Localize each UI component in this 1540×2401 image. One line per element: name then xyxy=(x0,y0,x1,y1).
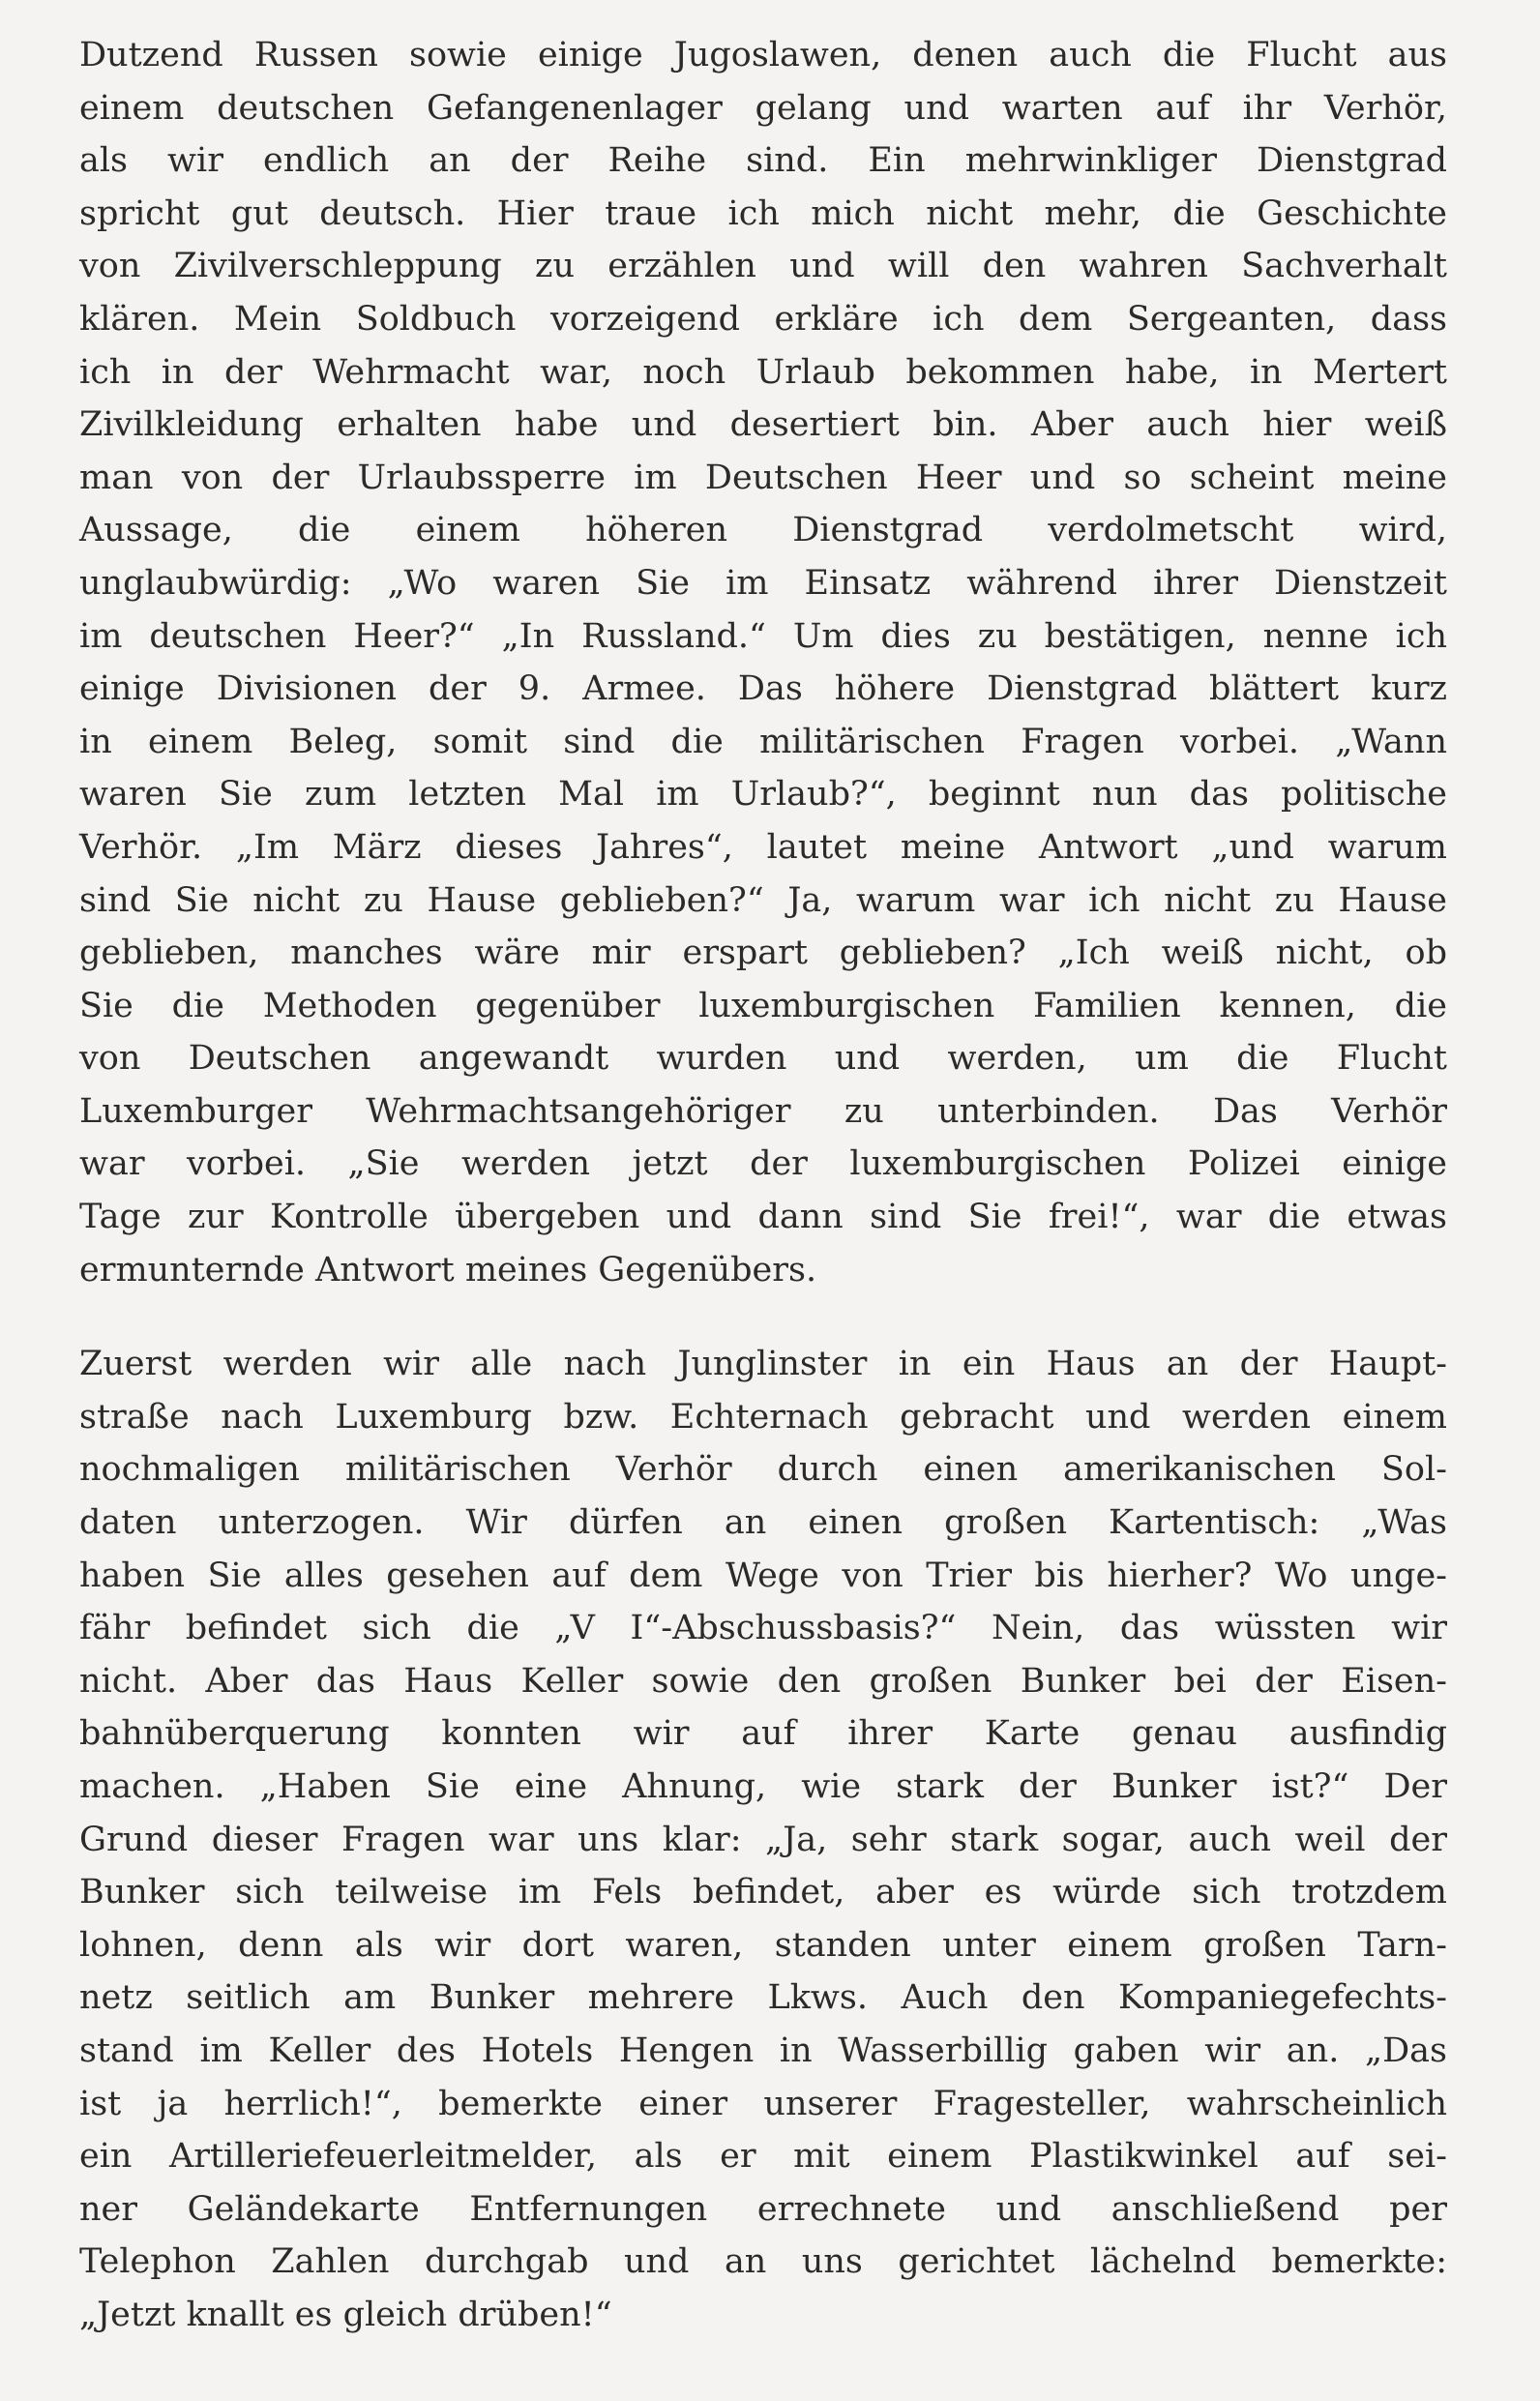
text-line: Sie die Methoden gegenüber luxemburgischen Familien kennen, die xyxy=(79,986,1447,1025)
text-line: ein Artilleriefeuerleitmelder, als er mit einem Plastikwinkel auf sei- xyxy=(79,2137,1447,2177)
text-line: Dutzend Russen sowie einige Jugoslawen, denen auch die Flucht aus xyxy=(79,36,1447,74)
book-page xyxy=(79,29,1447,2342)
text-line: in einem Beleg, somit sind die militärischen Fragen vorbei. „Wann xyxy=(79,722,1447,761)
text-line: nochmaligen militärischen Verhör durch einen amerikanischen Sol- xyxy=(79,1450,1447,1490)
text-line: von Zivilverschleppung zu erzählen und will den wahren Sachverhalt xyxy=(79,247,1447,286)
text-line: Telephon Zahlen durchgab und an uns gerichtet lächelnd bemerkte: xyxy=(79,2242,1447,2282)
text-line: „Jetzt knallt es gleich drüben!“ xyxy=(79,2295,612,2334)
text-line: ermunternde Antwort meines Gegenübers. xyxy=(79,1250,817,1289)
text-line: im deutschen Heer?“ „In Russland.“ Um dies zu bestätigen, nenne ich xyxy=(79,616,1447,656)
text-line: machen. „Haben Sie eine Ahnung, wie stark der Bunker ist?“ Der xyxy=(79,1767,1447,1806)
text-line: unglaubwürdig: „Wo waren Sie im Einsatz während ihrer Dienstzeit xyxy=(79,563,1447,603)
text-line: stand im Keller des Hotels Hengen in Wasserbillig gaben wir an. „Das xyxy=(79,2030,1447,2070)
text-line: ist ja herrlich!“, bemerkte einer unserer Fragesteller, wahrscheinlich xyxy=(79,2084,1447,2123)
text-line: bahnüberquerung konnten wir auf ihrer Karte genau ausfindig xyxy=(79,1714,1447,1754)
text-line: Verhör. „Im März dieses Jahres“, lautet meine Antwort „und warum xyxy=(79,827,1447,867)
text-line: von Deutschen angewandt wurden und werden, um die Flucht xyxy=(79,1039,1447,1079)
text-line: Grund dieser Fragen war uns klar: „Ja, sehr stark sogar, auch weil der xyxy=(79,1820,1447,1859)
text-line: ner Geländekarte Entfernungen errechnete und anschließend per xyxy=(79,2189,1447,2229)
text-line: spricht gut deutsch. Hier traue ich mich nicht mehr, die Geschichte xyxy=(79,193,1447,233)
text-line: Zivilkleidung erhalten habe und desertiert bin. Aber auch hier weiß xyxy=(79,405,1447,445)
text-line: netz seitlich am Bunker mehrere Lkws. Auch den Kompaniegefechts- xyxy=(79,1978,1447,2018)
text-line: haben Sie alles gesehen auf dem Wege von Trier bis hierher? Wo unge- xyxy=(79,1556,1447,1595)
paragraph-junglinster xyxy=(79,1338,1447,2341)
text-line: sind Sie nicht zu Hause geblieben?“ Ja, warum war ich nicht zu Hause xyxy=(79,880,1447,920)
text-line: Aussage, die einem höheren Dienstgrad verdolmetscht wird, xyxy=(79,511,1447,550)
text-line: einige Divisionen der 9. Armee. Das höhere Dienstgrad blättert kurz xyxy=(79,669,1447,709)
text-line: war vorbei. „Sie werden jetzt der luxemburgischen Polizei einige xyxy=(79,1144,1447,1184)
text-line: daten unterzogen. Wir dürfen an einen großen Kartentisch: „Was xyxy=(79,1503,1447,1543)
text-line: nicht. Aber das Haus Keller sowie den großen Bunker bei der Eisen- xyxy=(79,1661,1447,1701)
text-line: ich in der Wehrmacht war, noch Urlaub bekommen habe, in Mertert xyxy=(79,352,1447,392)
text-line: einem deutschen Gefangenenlager gelang und warten auf ihr Verhör, xyxy=(79,88,1447,128)
text-line: straße nach Luxemburg bzw. Echternach gebracht und werden einem xyxy=(79,1397,1447,1437)
text-line: waren Sie zum letzten Mal im Urlaub?“, beginnt nun das politische xyxy=(79,775,1447,815)
text-line: man von der Urlaubssperre im Deutschen Heer und so scheint meine xyxy=(79,458,1447,497)
text-line: geblieben, manches wäre mir erspart geblieben? „Ich weiß nicht, ob xyxy=(79,934,1447,973)
paragraph-interrogation xyxy=(79,29,1447,1296)
text-line: Zuerst werden wir alle nach Junglinster in ein Haus an der Haupt- xyxy=(79,1345,1447,1384)
text-line: Bunker sich teilweise im Fels befindet, aber es würde sich trotzdem xyxy=(79,1873,1447,1912)
text-line: fähr befindet sich die „V I“-Abschussbasis?“ Nein, das wüssten wir xyxy=(79,1609,1447,1648)
text-line: als wir endlich an der Reihe sind. Ein mehrwinkliger Dienstgrad xyxy=(79,141,1447,181)
text-line: lohnen, denn als wir dort waren, standen unter einem großen Tarn- xyxy=(79,1925,1447,1965)
text-line: klären. Mein Soldbuch vorzeigend erkläre ich dem Sergeanten, dass xyxy=(79,299,1447,339)
text-line: Tage zur Kontrolle übergeben und dann sind Sie frei!“, war die etwas xyxy=(79,1198,1447,1237)
text-line: Luxemburger Wehrmachtsangehöriger zu unterbinden. Das Verhör xyxy=(79,1091,1447,1131)
